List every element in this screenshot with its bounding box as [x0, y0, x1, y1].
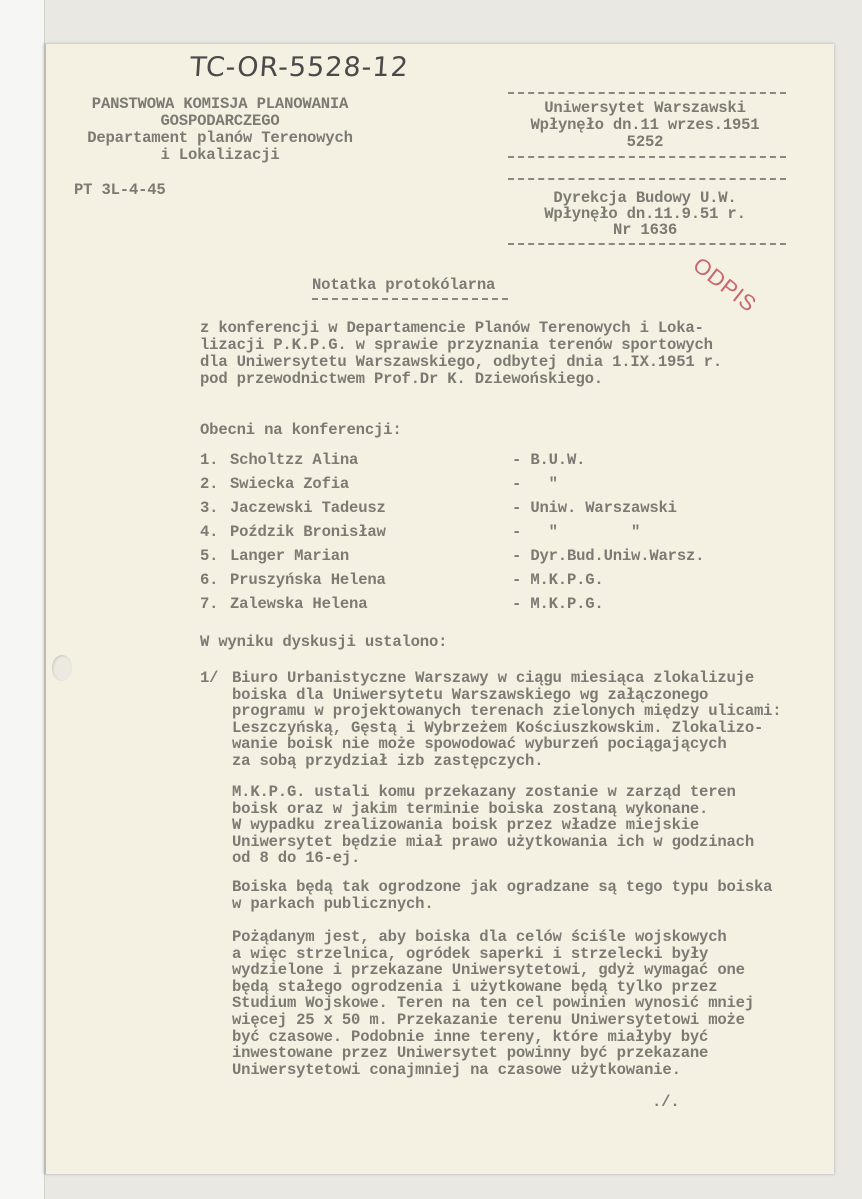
- received-stamp-1-line-3: 5252: [626, 133, 664, 151]
- attendee-num: 7.: [200, 595, 219, 613]
- received-stamp-1-line-2: Wpłynęło dn.11 wrzes.1951: [530, 116, 760, 134]
- received-stamp-2-line-1: Dyrekcja Budowy U.W.: [553, 189, 737, 207]
- attendee-name: Langer Marian: [230, 547, 350, 565]
- sender-line-1: PANSTWOWA KOMISJA PLANOWANIA: [91, 95, 349, 113]
- sender-line-2: GOSPODARCZEGO: [160, 112, 280, 130]
- paragraph-3-line: Boiska będą tak ogrodzone jak ogradzane są tego typu boiska: [232, 878, 773, 896]
- scan-margin: [0, 0, 45, 1199]
- intro-line-2: lizacji P.K.P.G. w sprawie przyznania terenów sportowych: [200, 336, 713, 354]
- attendee-name: Poździk Bronisław: [230, 523, 386, 541]
- punch-hole: [52, 655, 72, 681]
- sender-line-4: i Lokalizacji: [160, 146, 280, 164]
- paragraph-4-line: Studium Wojskowe. Teren na ten cel powinien wynosić mniej: [232, 994, 754, 1013]
- attendee-num: 2.: [200, 475, 219, 493]
- attendee-num: 5.: [200, 547, 219, 565]
- attendee-org: - Uniw. Warszawski: [512, 499, 677, 517]
- received-stamp-2-line-2: Wpłynęło dn.11.9.51 r.: [544, 205, 746, 223]
- sender-line-3: Departament planów Terenowych: [87, 129, 353, 147]
- attendee-org: - Dyr.Bud.Uniw.Warsz.: [512, 547, 705, 565]
- attendee-org: - M.K.P.G.: [512, 595, 604, 613]
- divider: [508, 156, 786, 158]
- attendee-org: - " ": [512, 523, 641, 541]
- attendee-org: - M.K.P.G.: [512, 571, 604, 589]
- attendee-org: - ": [512, 475, 558, 493]
- divider: [508, 178, 786, 180]
- paragraph-4-line: więcej 25 x 50 m. Przekazanie terenu Uniwersytetowi może: [232, 1011, 745, 1029]
- paragraph-2-line: boisk oraz w jakim terminie boiska zostaną wykonane.: [232, 799, 709, 818]
- attendee-num: 1.: [200, 451, 219, 469]
- received-stamp-2-line-3: Nr 1636: [612, 221, 678, 239]
- reference-number: PT 3L-4-45: [74, 181, 166, 199]
- paragraph-2-line: od 8 do 16-ej.: [232, 849, 361, 868]
- paragraph-4-line: będą stałego ogrodzenia i użytkowane będą tylko przez: [232, 977, 718, 996]
- attendee-name: Jaczewski Tadeusz: [230, 499, 386, 517]
- attendee-num: 6.: [200, 571, 219, 589]
- paragraph-1-line: Biuro Urbanistyczne Warszawy w ciągu miesiąca zlokalizuje: [232, 669, 754, 687]
- item-number: 1/: [200, 669, 219, 687]
- paragraph-4-line: wydzielone i przekazane Uniwersytetowi, gdyż wymagać one: [232, 961, 745, 980]
- paragraph-1-line: wanie boisk nie może spowodować wyburzeń pociągających: [232, 735, 727, 754]
- copy-stamp: ODPIS: [688, 252, 762, 318]
- paragraph-3-line: w parkach publicznych.: [232, 894, 434, 913]
- paragraph-4-line: Uniwersytetowi conajmniej na czasowe użytkowanie.: [232, 1060, 681, 1079]
- handwritten-reference: TC-OR-5528-12: [188, 52, 410, 83]
- paragraph-1-line: programu w projektowanych terenach zielonych między ulicami:: [232, 702, 782, 721]
- attendee-name: Pruszyńska Helena: [230, 571, 386, 589]
- paragraph-1-line: Leszczyńską, Gęstą i Wybrzeżem Kościuszkowskim. Zlokalizo-: [232, 718, 764, 737]
- divider: [508, 92, 786, 94]
- attendee-num: 4.: [200, 523, 219, 541]
- attendee-name: Scholtzz Alina: [230, 451, 359, 469]
- intro-line-3: dla Uniwersytetu Warszawskiego, odbytej dnia 1.IX.1951 r.: [200, 353, 722, 371]
- paragraph-4-line: Pożądanym jest, aby boiska dla celów ściśle wojskowych: [232, 928, 727, 946]
- attendee-org: - B.U.W.: [512, 451, 586, 469]
- results-heading: W wyniku dyskusji ustalono:: [200, 633, 448, 651]
- paragraph-2-line: Uniwersytet będzie miał prawo użytkowania ich w godzinach: [232, 832, 754, 851]
- received-stamp-1-line-1: Uniwersytet Warszawski: [544, 99, 746, 117]
- paragraph-4-line: być czasowe. Podobnie inne tereny, które miałyby być: [232, 1027, 709, 1046]
- title-underline: [312, 298, 508, 300]
- attendee-name: Zalewska Helena: [230, 595, 368, 613]
- attendee-num: 3.: [200, 499, 219, 517]
- attendees-heading: Obecni na konferencji:: [200, 421, 402, 439]
- divider: [508, 243, 786, 245]
- paragraph-1-line: boiska dla Uniwersytetu Warszawskiego wg załączonego: [232, 685, 709, 704]
- paragraph-1-line: za sobą przydział izb zastępczych.: [232, 752, 544, 770]
- document-title: Notatka protokólarna: [312, 276, 496, 294]
- paragraph-4-line: a więc strzelnica, ogródek saperki i strzelecki były: [232, 944, 709, 963]
- continuation-mark: ./.: [652, 1093, 680, 1111]
- intro-line-4: pod przewodnictwem Prof.Dr K. Dziewońskiego.: [200, 370, 603, 388]
- paragraph-2-line: W wypadku zrealizowania boisk przez władze miejskie: [232, 816, 700, 835]
- attendee-name: Swiecka Zofia: [230, 475, 350, 493]
- intro-line-1: z konferencji w Departamencie Planów Terenowych i Loka-: [200, 319, 704, 337]
- paragraph-2-line: M.K.P.G. ustali komu przekazany zostanie w zarząd teren: [232, 783, 736, 801]
- paragraph-4-line: inwestowane przez Uniwersytet powinny być przekazane: [232, 1044, 709, 1063]
